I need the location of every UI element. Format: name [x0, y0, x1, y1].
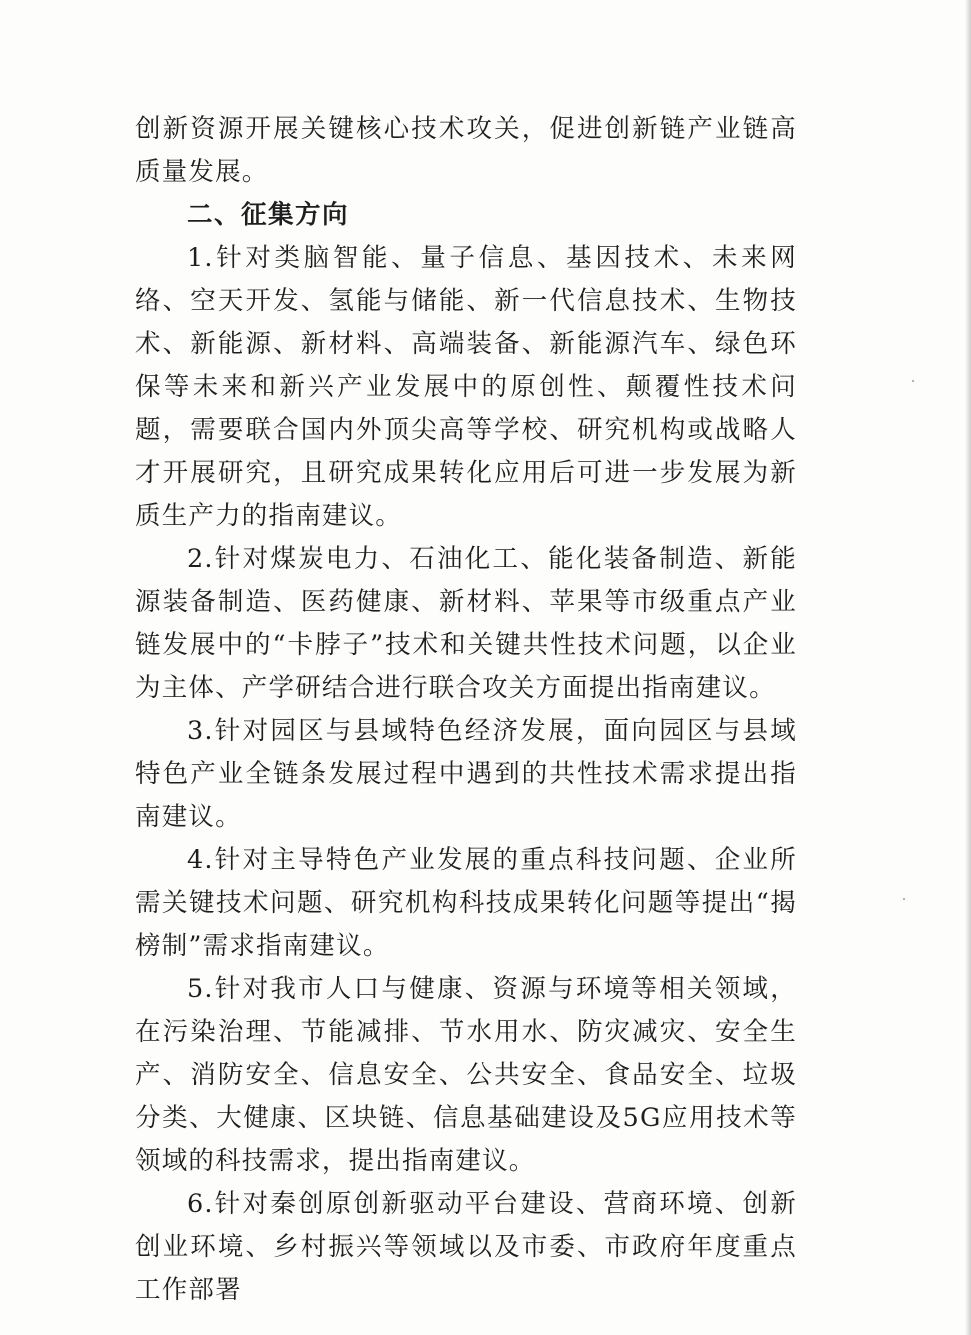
document-body — [135, 108, 797, 1312]
section-heading: 二、征集方向 — [187, 200, 350, 230]
list-item-4: 4.针对主导特色产业发展的重点科技问题、企业所需关键技术问题、研究机构科技成果转化问题等提出“揭榜制”需求指南建议。 — [135, 845, 797, 961]
continuation-paragraph: 创新资源开展关键核心技术攻关，促进创新链产业链高质量发展。 — [135, 114, 797, 187]
scan-speck — [903, 898, 905, 900]
list-item-6: 6.针对秦创原创新驱动平台建设、营商环境、创新创业环境、乡村振兴等领域以及市委、市政府年度重点工作部署 — [135, 1189, 797, 1305]
scan-speck — [912, 380, 914, 382]
list-item-3: 3.针对园区与县域特色经济发展，面向园区与县域特色产业全链条发展过程中遇到的共性技术需求提出指南建议。 — [135, 716, 797, 832]
list-item-1: 1.针对类脑智能、量子信息、基因技术、未来网络、空天开发、氢能与储能、新一代信息技术、生物技术、新能源、新材料、高端装备、新能源汽车、绿色环保等未来和新兴产业发展中的原创性、颠覆性技术问题，需要联合国内外顶尖高等学校、研究机构或战略人才开展研究，且研究成果转化应用后可进一步发展为新质生产力的指南建议。 — [135, 243, 797, 531]
list-item-5: 5.针对我市人口与健康、资源与环境等相关领域，在污染治理、节能减排、节水用水、防灾减灾、安全生产、消防安全、信息安全、公共安全、食品安全、垃圾分类、大健康、区块链、信息基础建设及5G应用技术等领域的科技需求，提出指南建议。 — [135, 974, 797, 1176]
list-item-2: 2.针对煤炭电力、石油化工、能化装备制造、新能源装备制造、医药健康、新材料、苹果等市级重点产业链发展中的“卡脖子”技术和关键共性技术问题，以企业为主体、产学研结合进行联合攻关方面提出指南建议。 — [135, 544, 797, 703]
